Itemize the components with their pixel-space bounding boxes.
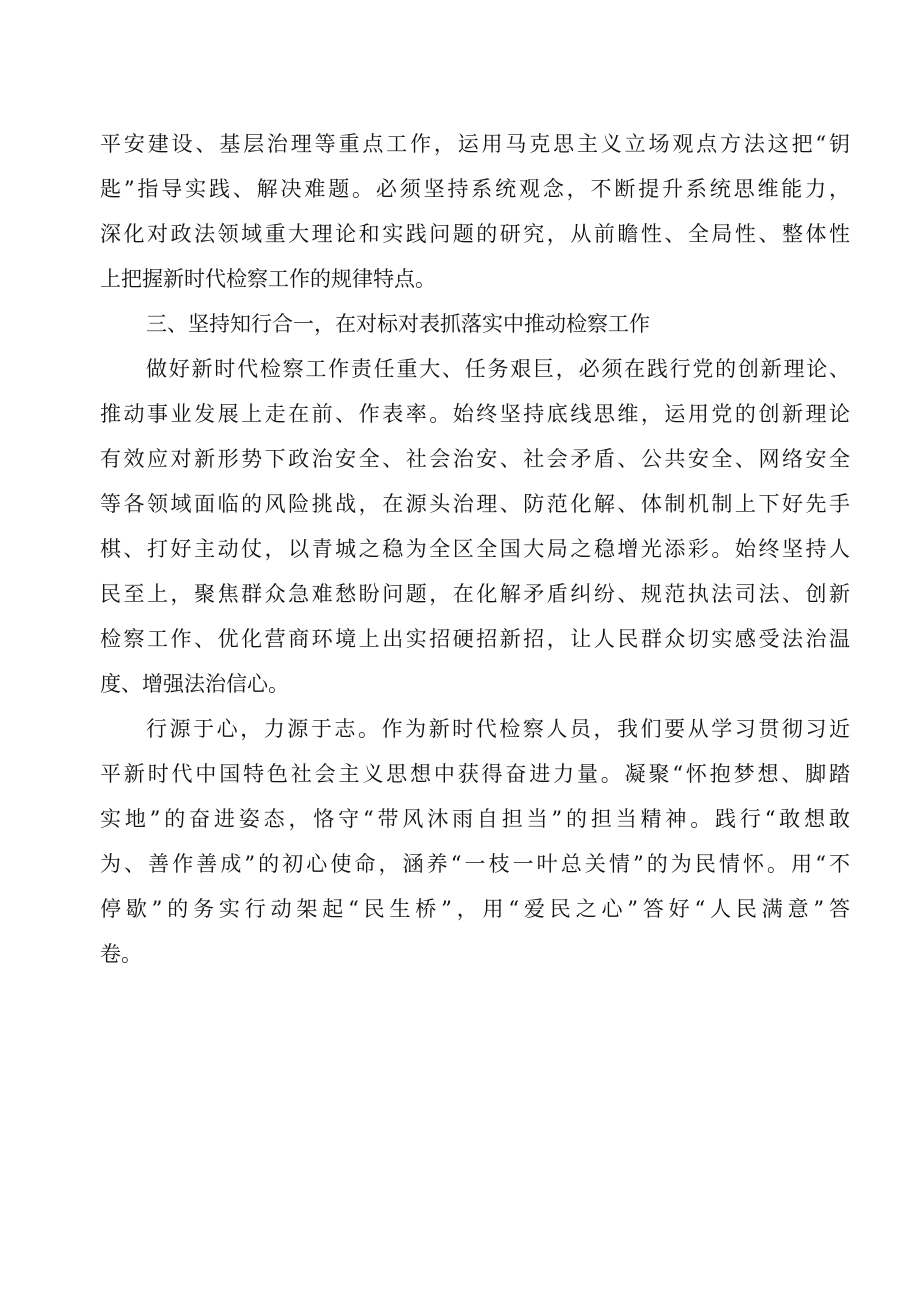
text-line: 有效应对新形势下政治安全、社会治安、社会矛盾、公共安全、网络安全 [100,447,850,471]
text-line: 停歇”的务实行动架起“民生桥”，用“爱民之心”答好“人民满意”答 [100,897,850,921]
text-line: 平新时代中国特色社会主义思想中获得奋进力量。凝聚“怀抱梦想、脚踏 [100,762,850,786]
heading-text: 三、坚持知行合一，在对标对表抓落实中推动检察工作 [146,312,650,336]
text-line: 度、增强法治信心。 [100,672,289,696]
text-line: 检察工作、优化营商环境上出实招硬招新招，让人民群众切实感受法治温 [100,627,850,651]
text-line: 推动事业发展上走在前、作表率。始终坚持底线思维，运用党的创新理论 [100,402,850,426]
text-line: 卷。 [100,942,142,966]
text-line: 实地”的奋进姿态，恪守“带风沐雨自担当”的担当精神。践行“敢想敢 [100,807,850,831]
text-line: 匙”指导实践、解决难题。必须坚持系统观念，不断提升系统思维能力， [100,177,850,201]
paragraph-section-3 [100,347,850,707]
document-page [100,122,850,977]
text-line: 民至上，聚焦群众急难愁盼问题，在化解矛盾纠纷、规范执法司法、创新 [100,582,850,606]
text-line: 等各领域面临的风险挑战，在源头治理、防范化解、体制机制上下好先手 [100,492,850,516]
text-line: 做好新时代检察工作责任重大、任务艰巨，必须在践行党的创新理论、 [146,357,850,381]
text-line: 棋、打好主动仗，以青城之稳为全区全国大局之稳增光添彩。始终坚持人 [100,537,850,561]
paragraph-closing [100,707,850,977]
section-heading-3 [100,302,850,347]
text-line: 为、善作善成”的初心使命，涵养“一枝一叶总关情”的为民情怀。用“不 [100,852,850,876]
text-line: 平安建设、基层治理等重点工作，运用马克思主义立场观点方法这把“钥 [100,132,850,156]
text-line: 深化对政法领域重大理论和实践问题的研究，从前瞻性、全局性、整体性 [100,222,850,246]
paragraph-continuation [100,122,850,302]
text-line: 上把握新时代检察工作的规律特点。 [100,267,436,291]
text-line: 行源于心，力源于志。作为新时代检察人员，我们要从学习贯彻习近 [146,717,850,741]
